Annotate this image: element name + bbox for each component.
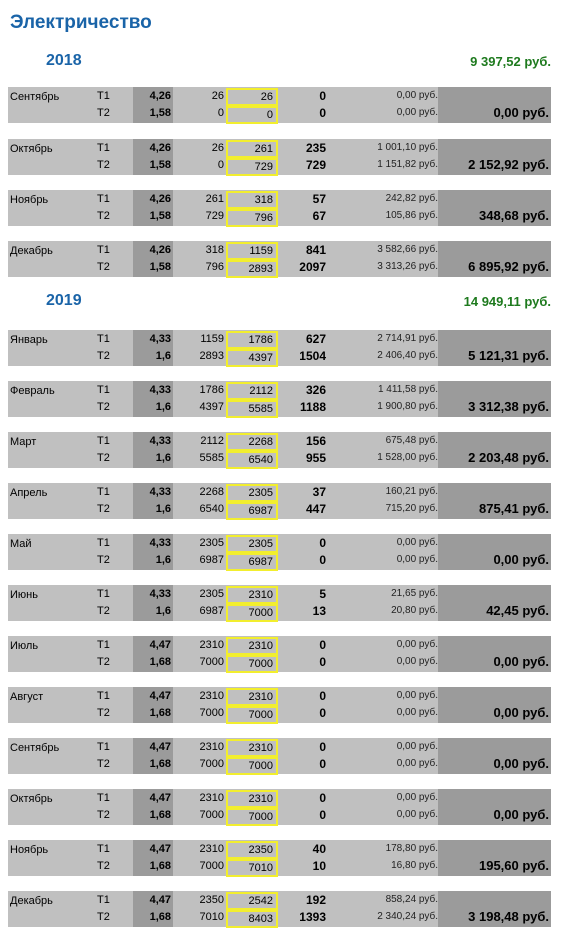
cost: 0,00 руб. — [396, 809, 438, 820]
previous-reading: 7000 — [199, 707, 224, 719]
consumption: 40 — [312, 842, 326, 856]
tariff-label: T1 — [97, 690, 110, 702]
month-name: Октябрь — [10, 143, 53, 155]
month-total: 0,00 руб. — [493, 807, 549, 822]
tariff-rate: 4,26 — [149, 90, 171, 102]
previous-reading: 2268 — [199, 486, 224, 498]
tariff-label: T1 — [97, 142, 110, 154]
consumption: 1504 — [299, 349, 326, 363]
tariff-label: T1 — [97, 792, 110, 804]
month-block — [8, 139, 551, 175]
tariff-label: T1 — [97, 90, 110, 102]
consumption: 5 — [319, 587, 326, 601]
month-block — [8, 585, 551, 621]
previous-reading: 1786 — [199, 384, 224, 396]
tariff-label: T2 — [97, 911, 110, 923]
consumption: 0 — [319, 655, 326, 669]
previous-reading: 26 — [211, 90, 224, 102]
year-header — [0, 50, 569, 74]
month-total: 0,00 руб. — [493, 705, 549, 720]
current-reading-input[interactable] — [226, 535, 278, 553]
cost: 1 900,80 руб. — [377, 401, 438, 412]
tariff-rate: 1,6 — [155, 605, 171, 617]
tariff-rate: 4,47 — [149, 843, 171, 855]
month-name: Ноябрь — [10, 194, 49, 206]
cost: 0,00 руб. — [396, 656, 438, 667]
current-reading-value: 2268 — [248, 436, 273, 448]
tariff-rate: 1,68 — [149, 758, 171, 770]
current-reading-value: 4397 — [248, 352, 273, 364]
consumption: 0 — [319, 638, 326, 652]
tariff-label: T2 — [97, 159, 110, 171]
current-reading-input[interactable] — [226, 484, 278, 502]
cost: 0,00 руб. — [396, 690, 438, 701]
current-reading-value: 7000 — [248, 760, 273, 772]
tariff-rate: 1,6 — [155, 452, 171, 464]
year-header — [0, 290, 569, 314]
tariff-rate: 1,58 — [149, 210, 171, 222]
tariff-label: T2 — [97, 656, 110, 668]
month-block — [8, 738, 551, 774]
current-reading-input[interactable] — [226, 841, 278, 859]
current-reading-input[interactable] — [226, 553, 278, 571]
consumption: 0 — [319, 553, 326, 567]
current-reading-value: 6987 — [248, 505, 273, 517]
current-reading-input[interactable] — [226, 209, 278, 227]
cost: 3 313,26 руб. — [377, 261, 438, 272]
tariff-label: T2 — [97, 261, 110, 273]
tariff-label: T1 — [97, 333, 110, 345]
current-reading-value: 729 — [254, 161, 273, 173]
tariff-rate: 1,58 — [149, 159, 171, 171]
current-reading-input[interactable] — [226, 808, 278, 826]
current-reading-value: 7000 — [248, 607, 273, 619]
consumption: 447 — [305, 502, 326, 516]
current-reading-value: 261 — [254, 143, 273, 155]
consumption: 1393 — [299, 910, 326, 924]
current-reading-input[interactable] — [226, 106, 278, 124]
consumption: 192 — [305, 893, 326, 907]
tariff-label: T1 — [97, 435, 110, 447]
year-label: 2018 — [46, 52, 82, 69]
current-reading-input[interactable] — [226, 349, 278, 367]
previous-reading: 7000 — [199, 758, 224, 770]
tariff-label: T2 — [97, 503, 110, 515]
tariff-label: T1 — [97, 384, 110, 396]
month-block — [8, 432, 551, 468]
current-reading-value: 2310 — [248, 691, 273, 703]
month-block — [8, 891, 551, 927]
previous-reading: 4397 — [199, 401, 224, 413]
current-reading-input[interactable] — [226, 910, 278, 928]
previous-reading: 729 — [205, 210, 224, 222]
tariff-rate: 4,33 — [149, 333, 171, 345]
current-reading-input[interactable] — [226, 88, 278, 106]
cost: 675,48 руб. — [385, 435, 438, 446]
consumption: 0 — [319, 740, 326, 754]
page-title: Электричество — [10, 12, 152, 33]
consumption: 37 — [312, 485, 326, 499]
month-block — [8, 483, 551, 519]
tariff-rate: 1,68 — [149, 809, 171, 821]
tariff-rate: 4,26 — [149, 193, 171, 205]
previous-reading: 7000 — [199, 809, 224, 821]
current-reading-value: 7000 — [248, 811, 273, 823]
current-reading-value: 2310 — [248, 742, 273, 754]
month-total: 5 121,31 руб. — [468, 348, 549, 363]
month-name: Апрель — [10, 487, 48, 499]
tariff-rate: 4,33 — [149, 588, 171, 600]
cost: 715,20 руб. — [385, 503, 438, 514]
tariff-rate: 4,47 — [149, 741, 171, 753]
tariff-rate: 4,47 — [149, 894, 171, 906]
previous-reading: 2310 — [199, 639, 224, 651]
current-reading-value: 8403 — [248, 913, 273, 925]
previous-reading: 261 — [205, 193, 224, 205]
previous-reading: 5585 — [199, 452, 224, 464]
cost: 1 411,58 руб. — [377, 384, 438, 395]
month-total: 195,60 руб. — [478, 858, 549, 873]
current-reading-input[interactable] — [226, 637, 278, 655]
tariff-label: T2 — [97, 452, 110, 464]
cost: 2 714,91 руб. — [377, 333, 438, 344]
month-name: Декабрь — [10, 245, 53, 257]
month-total: 42,45 руб. — [486, 603, 549, 618]
cost: 1 151,82 руб. — [377, 159, 438, 170]
previous-reading: 2310 — [199, 690, 224, 702]
current-reading-value: 2310 — [248, 589, 273, 601]
consumption: 10 — [312, 859, 326, 873]
month-block — [8, 190, 551, 226]
cost: 1 528,00 руб. — [377, 452, 438, 463]
month-block — [8, 840, 551, 876]
previous-reading: 7010 — [199, 911, 224, 923]
cost: 0,00 руб. — [396, 554, 438, 565]
tariff-rate: 1,6 — [155, 401, 171, 413]
tariff-label: T2 — [97, 210, 110, 222]
month-name: Сентябрь — [10, 91, 60, 103]
consumption: 955 — [305, 451, 326, 465]
month-name: Октябрь — [10, 793, 53, 805]
tariff-rate: 4,47 — [149, 690, 171, 702]
month-block — [8, 241, 551, 277]
month-block — [8, 636, 551, 672]
previous-reading: 2310 — [199, 843, 224, 855]
tariff-label: T1 — [97, 843, 110, 855]
tariff-label: T2 — [97, 401, 110, 413]
consumption: 729 — [305, 158, 326, 172]
previous-reading: 2893 — [199, 350, 224, 362]
month-block — [8, 534, 551, 570]
previous-reading: 796 — [205, 261, 224, 273]
tariff-label: T1 — [97, 193, 110, 205]
tariff-rate: 1,58 — [149, 107, 171, 119]
tariff-label: T1 — [97, 537, 110, 549]
current-reading-value: 2310 — [248, 640, 273, 652]
tariff-rate: 4,33 — [149, 486, 171, 498]
previous-reading: 2305 — [199, 588, 224, 600]
current-reading-input[interactable] — [226, 586, 278, 604]
tariff-rate: 4,26 — [149, 142, 171, 154]
current-reading-input[interactable] — [226, 331, 278, 349]
cost: 1 001,10 руб. — [377, 142, 438, 153]
current-reading-input[interactable] — [226, 382, 278, 400]
month-name: Сентябрь — [10, 742, 60, 754]
previous-reading: 2350 — [199, 894, 224, 906]
previous-reading: 0 — [217, 159, 224, 171]
consumption: 0 — [319, 757, 326, 771]
current-reading-value: 2542 — [248, 895, 273, 907]
tariff-label: T2 — [97, 605, 110, 617]
year-total: 9 397,52 руб. — [470, 54, 551, 69]
consumption: 0 — [319, 89, 326, 103]
current-reading-input[interactable] — [226, 140, 278, 158]
current-reading-value: 26 — [260, 91, 273, 103]
consumption: 326 — [305, 383, 326, 397]
month-total: 2 203,48 руб. — [468, 450, 549, 465]
previous-reading: 6987 — [199, 605, 224, 617]
tariff-rate: 1,6 — [155, 350, 171, 362]
previous-reading: 26 — [211, 142, 224, 154]
month-total: 348,68 руб. — [478, 208, 549, 223]
current-reading-input[interactable] — [226, 451, 278, 469]
current-reading-input[interactable] — [226, 790, 278, 808]
tariff-label: T2 — [97, 350, 110, 362]
month-total: 875,41 руб. — [478, 501, 549, 516]
month-total: 3 312,38 руб. — [468, 399, 549, 414]
month-total: 2 152,92 руб. — [468, 157, 549, 172]
month-block — [8, 789, 551, 825]
tariff-rate: 1,68 — [149, 656, 171, 668]
current-reading-input[interactable] — [226, 604, 278, 622]
month-block — [8, 687, 551, 723]
tariff-rate: 1,68 — [149, 707, 171, 719]
cost: 20,80 руб. — [391, 605, 438, 616]
consumption: 2097 — [299, 260, 326, 274]
month-total: 0,00 руб. — [493, 552, 549, 567]
cost: 178,80 руб. — [385, 843, 438, 854]
cost: 0,00 руб. — [396, 741, 438, 752]
current-reading-value: 6540 — [248, 454, 273, 466]
month-name: Май — [10, 538, 32, 550]
consumption: 0 — [319, 536, 326, 550]
month-name: Ноябрь — [10, 844, 49, 856]
current-reading-input[interactable] — [226, 158, 278, 176]
cost: 2 340,24 руб. — [377, 911, 438, 922]
previous-reading: 2310 — [199, 741, 224, 753]
consumption: 0 — [319, 791, 326, 805]
tariff-label: T1 — [97, 588, 110, 600]
current-reading-value: 1786 — [248, 334, 273, 346]
consumption: 0 — [319, 808, 326, 822]
consumption: 235 — [305, 141, 326, 155]
tariff-label: T1 — [97, 894, 110, 906]
previous-reading: 6987 — [199, 554, 224, 566]
tariff-rate: 4,33 — [149, 384, 171, 396]
tariff-label: T1 — [97, 244, 110, 256]
current-reading-input[interactable] — [226, 757, 278, 775]
previous-reading: 1159 — [200, 333, 224, 345]
consumption: 1188 — [299, 400, 326, 414]
cost: 0,00 руб. — [396, 537, 438, 548]
consumption: 156 — [305, 434, 326, 448]
month-total: 0,00 руб. — [493, 654, 549, 669]
tariff-label: T2 — [97, 554, 110, 566]
consumption: 627 — [305, 332, 326, 346]
month-name: Март — [10, 436, 37, 448]
current-reading-value: 1159 — [249, 245, 273, 257]
month-name: Январь — [10, 334, 48, 346]
tariff-label: T1 — [97, 639, 110, 651]
current-reading-value: 7000 — [248, 709, 273, 721]
cost: 105,86 руб. — [385, 210, 438, 221]
current-reading-input[interactable] — [226, 191, 278, 209]
consumption: 0 — [319, 689, 326, 703]
current-reading-input[interactable] — [226, 688, 278, 706]
month-name: Июнь — [10, 589, 38, 601]
previous-reading: 2310 — [199, 792, 224, 804]
current-reading-input[interactable] — [226, 706, 278, 724]
consumption: 67 — [312, 209, 326, 223]
current-reading-value: 318 — [254, 194, 273, 206]
current-reading-input[interactable] — [226, 502, 278, 520]
current-reading-value: 0 — [266, 109, 273, 121]
consumption: 0 — [319, 106, 326, 120]
previous-reading: 318 — [205, 244, 224, 256]
cost: 16,80 руб. — [391, 860, 438, 871]
current-reading-value: 2112 — [249, 385, 273, 397]
current-reading-value: 7000 — [248, 658, 273, 670]
cost: 2 406,40 руб. — [377, 350, 438, 361]
previous-reading: 2112 — [200, 435, 224, 447]
cost: 21,65 руб. — [391, 588, 438, 599]
consumption: 841 — [305, 243, 326, 257]
cost: 0,00 руб. — [396, 90, 438, 101]
previous-reading: 0 — [217, 107, 224, 119]
tariff-label: T2 — [97, 809, 110, 821]
previous-reading: 7000 — [199, 860, 224, 872]
current-reading-input[interactable] — [226, 242, 278, 260]
month-block — [8, 330, 551, 366]
cost: 0,00 руб. — [396, 758, 438, 769]
current-reading-input[interactable] — [226, 739, 278, 757]
current-reading-value: 2310 — [248, 793, 273, 805]
tariff-label: T2 — [97, 707, 110, 719]
tariff-rate: 1,6 — [155, 554, 171, 566]
year-label: 2019 — [46, 292, 82, 309]
current-reading-input[interactable] — [226, 655, 278, 673]
tariff-rate: 1,68 — [149, 911, 171, 923]
tariff-rate: 1,68 — [149, 860, 171, 872]
month-name: Август — [10, 691, 44, 703]
current-reading-input[interactable] — [226, 892, 278, 910]
current-reading-input[interactable] — [226, 433, 278, 451]
tariff-label: T1 — [97, 741, 110, 753]
month-total: 3 198,48 руб. — [468, 909, 549, 924]
current-reading-value: 2893 — [248, 263, 273, 275]
current-reading-value: 7010 — [248, 862, 273, 874]
month-total: 0,00 руб. — [493, 756, 549, 771]
current-reading-value: 796 — [254, 212, 273, 224]
consumption: 0 — [319, 706, 326, 720]
tariff-rate: 1,58 — [149, 261, 171, 273]
year-total: 14 949,11 руб. — [463, 294, 551, 309]
tariff-rate: 1,6 — [155, 503, 171, 515]
month-total: 6 895,92 руб. — [468, 259, 549, 274]
previous-reading: 7000 — [199, 656, 224, 668]
consumption: 57 — [312, 192, 326, 206]
month-total: 0,00 руб. — [493, 105, 549, 120]
cost: 858,24 руб. — [385, 894, 438, 905]
cost: 0,00 руб. — [396, 639, 438, 650]
current-reading-value: 6987 — [248, 556, 273, 568]
consumption: 13 — [312, 604, 326, 618]
tariff-rate: 4,47 — [149, 792, 171, 804]
cost: 242,82 руб. — [385, 193, 438, 204]
month-name: Февраль — [10, 385, 55, 397]
tariff-label: T1 — [97, 486, 110, 498]
cost: 0,00 руб. — [396, 107, 438, 118]
month-name: Декабрь — [10, 895, 53, 907]
current-reading-input[interactable] — [226, 260, 278, 278]
tariff-rate: 4,33 — [149, 435, 171, 447]
tariff-rate: 4,47 — [149, 639, 171, 651]
tariff-label: T2 — [97, 860, 110, 872]
cost: 0,00 руб. — [396, 707, 438, 718]
current-reading-input[interactable] — [226, 400, 278, 418]
current-reading-input[interactable] — [226, 859, 278, 877]
current-reading-value: 2305 — [248, 538, 273, 550]
cost: 3 582,66 руб. — [377, 244, 438, 255]
current-reading-value: 2305 — [248, 487, 273, 499]
tariff-rate: 4,26 — [149, 244, 171, 256]
tariff-rate: 4,33 — [149, 537, 171, 549]
current-reading-value: 5585 — [248, 403, 273, 415]
tariff-label: T2 — [97, 758, 110, 770]
cost: 0,00 руб. — [396, 792, 438, 803]
previous-reading: 6540 — [199, 503, 224, 515]
cost: 160,21 руб. — [385, 486, 438, 497]
month-name: Июль — [10, 640, 39, 652]
tariff-label: T2 — [97, 107, 110, 119]
month-block — [8, 381, 551, 417]
month-block — [8, 87, 551, 123]
previous-reading: 2305 — [199, 537, 224, 549]
current-reading-value: 2350 — [248, 844, 273, 856]
